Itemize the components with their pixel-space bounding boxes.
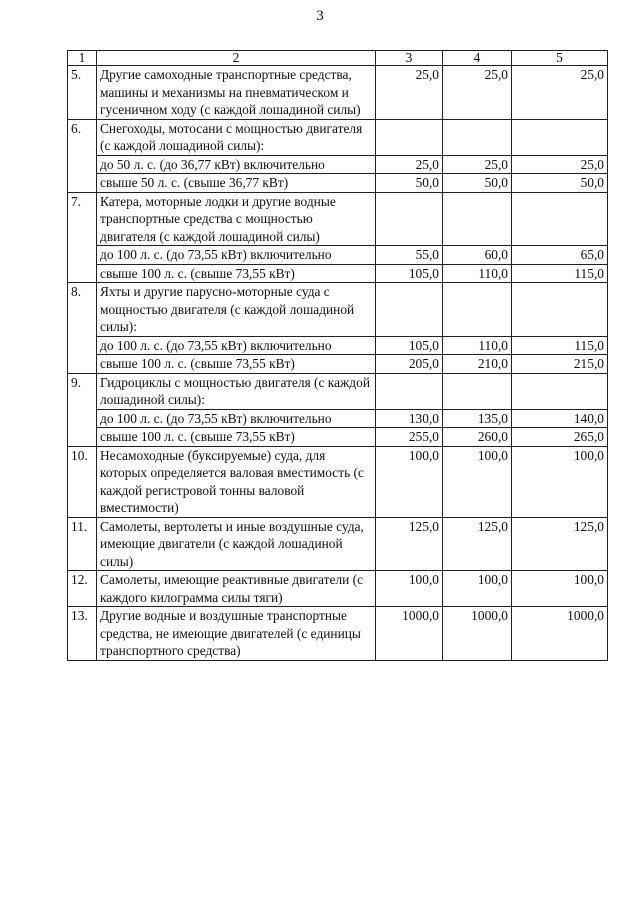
- table-row: [68, 373, 608, 409]
- rate-col5: 50,0: [512, 174, 608, 193]
- table-subrow: [68, 409, 608, 428]
- row-description: Самолеты, вертолеты и иные воздушные суда, имеющие двигатели (с каждой лошадиной силы): [97, 517, 376, 571]
- rate-col5: [512, 373, 608, 409]
- rate-col4: 50,0: [443, 174, 512, 193]
- rate-col3: 100,0: [376, 571, 443, 607]
- rate-col3: [376, 283, 443, 337]
- row-number: 6.: [68, 119, 97, 192]
- table-subrow: [68, 264, 608, 283]
- row-number: 7.: [68, 192, 97, 283]
- subrow-label: до 100 л. с. (до 73,55 кВт) включительно: [97, 336, 376, 355]
- rate-col4: 260,0: [443, 428, 512, 447]
- subrow-label: свыше 100 л. с. (свыше 73,55 кВт): [97, 428, 376, 447]
- rate-col3: 205,0: [376, 355, 443, 374]
- rate-col4: 100,0: [443, 446, 512, 517]
- table-subrow: [68, 246, 608, 265]
- table-header-row: [68, 51, 608, 66]
- row-number: 8.: [68, 283, 97, 374]
- subrow-label: до 100 л. с. (до 73,55 кВт) включительно: [97, 246, 376, 265]
- rate-col3: 50,0: [376, 174, 443, 193]
- rate-col5: 25,0: [512, 66, 608, 120]
- rate-col3: 25,0: [376, 66, 443, 120]
- rate-col5: 115,0: [512, 336, 608, 355]
- rate-col4: [443, 373, 512, 409]
- table-row: [68, 446, 608, 517]
- row-number: 11.: [68, 517, 97, 571]
- rate-col5: [512, 283, 608, 337]
- rate-col5: 125,0: [512, 517, 608, 571]
- rate-col5: 265,0: [512, 428, 608, 447]
- rate-col4: 125,0: [443, 517, 512, 571]
- row-description: Катера, моторные лодки и другие водные транспортные средства с мощностью двигателя (с каждой лошадиной силы): [97, 192, 376, 246]
- table-subrow: [68, 355, 608, 374]
- rate-col4: [443, 192, 512, 246]
- column-header: 1: [68, 51, 97, 66]
- rate-col3: 100,0: [376, 446, 443, 517]
- rate-col5: [512, 119, 608, 155]
- column-header: 4: [443, 51, 512, 66]
- rate-col5: 140,0: [512, 409, 608, 428]
- rate-col4: 210,0: [443, 355, 512, 374]
- rate-col4: 110,0: [443, 264, 512, 283]
- row-description: Другие самоходные транспортные средства, машины и механизмы на пневматическом и гусеничном ходу (с каждой лошадиной силы): [97, 66, 376, 120]
- rate-col5: 215,0: [512, 355, 608, 374]
- table-row: [68, 607, 608, 661]
- rate-col3: 105,0: [376, 336, 443, 355]
- rate-col5: 100,0: [512, 446, 608, 517]
- row-description: Снегоходы, мотосани с мощностью двигателя (с каждой лошадиной силы):: [97, 119, 376, 155]
- row-description: Яхты и другие парусно-моторные суда с мощностью двигателя (с каждой лошадиной силы):: [97, 283, 376, 337]
- rate-col5: 100,0: [512, 571, 608, 607]
- row-number: 5.: [68, 66, 97, 120]
- table-row: [68, 571, 608, 607]
- rate-col5: [512, 192, 608, 246]
- rate-col4: 25,0: [443, 66, 512, 120]
- rate-col3: 55,0: [376, 246, 443, 265]
- table-subrow: [68, 336, 608, 355]
- rate-col4: 25,0: [443, 155, 512, 174]
- rate-col3: 130,0: [376, 409, 443, 428]
- row-description: Другие водные и воздушные транспортные средства, не имеющие двигателей (с единицы транспортного средства): [97, 607, 376, 661]
- rate-col4: 1000,0: [443, 607, 512, 661]
- rate-col3: [376, 119, 443, 155]
- table-row: [68, 192, 608, 246]
- row-number: 13.: [68, 607, 97, 661]
- table-subrow: [68, 155, 608, 174]
- rate-col4: 110,0: [443, 336, 512, 355]
- subrow-label: до 100 л. с. (до 73,55 кВт) включительно: [97, 409, 376, 428]
- rate-col5: 115,0: [512, 264, 608, 283]
- rate-col3: [376, 192, 443, 246]
- rate-col3: 1000,0: [376, 607, 443, 661]
- subrow-label: свыше 100 л. с. (свыше 73,55 кВт): [97, 264, 376, 283]
- rate-col3: 125,0: [376, 517, 443, 571]
- subrow-label: до 50 л. с. (до 36,77 кВт) включительно: [97, 155, 376, 174]
- rate-col4: [443, 119, 512, 155]
- row-number: 9.: [68, 373, 97, 446]
- table-subrow: [68, 174, 608, 193]
- table-row: [68, 517, 608, 571]
- rate-col5: 1000,0: [512, 607, 608, 661]
- rate-col3: 255,0: [376, 428, 443, 447]
- row-description: Несамоходные (буксируемые) суда, для которых определяется валовая вместимость (с каждой регистровой тонны валовой вместимости): [97, 446, 376, 517]
- rate-col5: 65,0: [512, 246, 608, 265]
- tax-rates-table: [67, 50, 608, 661]
- table-row: [68, 66, 608, 120]
- rate-col4: [443, 283, 512, 337]
- rate-col3: 105,0: [376, 264, 443, 283]
- table-row: [68, 119, 608, 155]
- rate-col5: 25,0: [512, 155, 608, 174]
- rate-col4: 60,0: [443, 246, 512, 265]
- subrow-label: свыше 50 л. с. (свыше 36,77 кВт): [97, 174, 376, 193]
- rate-col3: 25,0: [376, 155, 443, 174]
- row-number: 10.: [68, 446, 97, 517]
- page-number: 3: [316, 8, 324, 24]
- column-header: 5: [512, 51, 608, 66]
- table-row: [68, 283, 608, 337]
- row-description: Самолеты, имеющие реактивные двигатели (с каждого килограмма силы тяги): [97, 571, 376, 607]
- row-number: 12.: [68, 571, 97, 607]
- row-description: Гидроциклы с мощностью двигателя (с каждой лошадиной силы):: [97, 373, 376, 409]
- rate-col4: 100,0: [443, 571, 512, 607]
- table-subrow: [68, 428, 608, 447]
- rate-col3: [376, 373, 443, 409]
- rate-col4: 135,0: [443, 409, 512, 428]
- subrow-label: свыше 100 л. с. (свыше 73,55 кВт): [97, 355, 376, 374]
- column-header: 2: [97, 51, 376, 66]
- column-header: 3: [376, 51, 443, 66]
